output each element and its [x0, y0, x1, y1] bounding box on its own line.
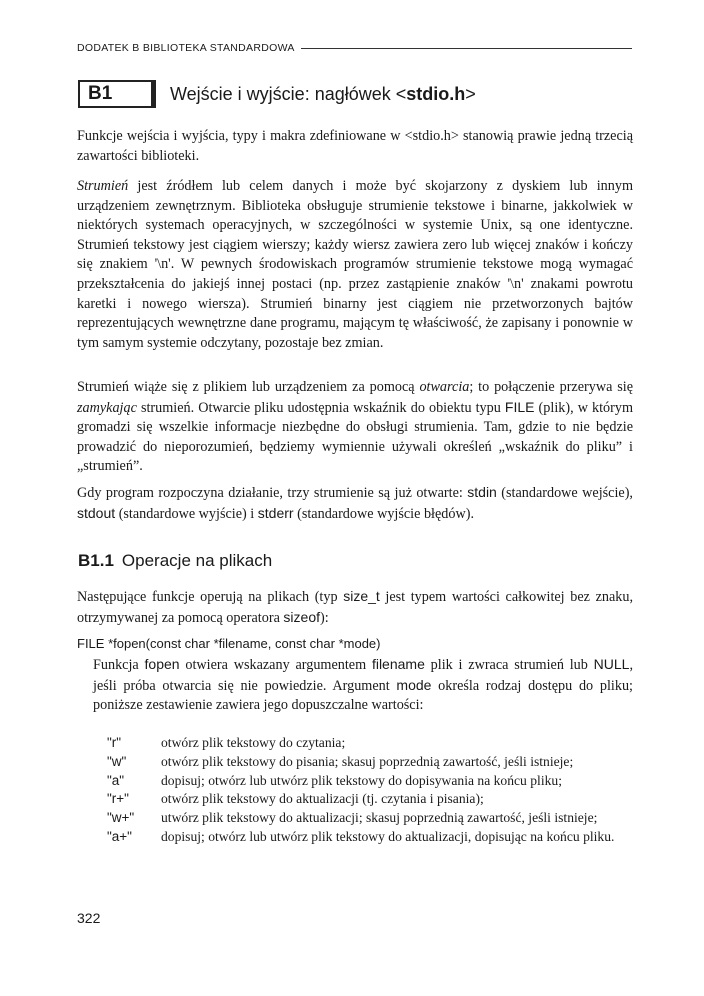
subsection-heading	[78, 551, 272, 571]
code-file: FILE	[504, 398, 535, 415]
page-number: 322	[77, 910, 101, 926]
mode-list	[93, 734, 635, 847]
mode-description: otwórz plik tekstowy do aktualizacji (tj. czytania i pisania);	[161, 791, 484, 807]
mode-key: "r+"	[107, 791, 129, 807]
code-mode: mode	[396, 676, 432, 693]
text-span: ):	[320, 609, 329, 626]
mode-key: "w"	[107, 753, 127, 769]
running-header-title: DODATEK B BIBLIOTEKA STANDARDOWA	[77, 42, 295, 54]
term-close: zamykając	[77, 399, 137, 416]
mode-key: "a+"	[107, 828, 132, 844]
mode-description: dopisuj; otwórz lub utwórz plik tekstowy do dopisywania na końcu pliku;	[161, 772, 562, 788]
section-title-prefix: Wejście i wyjście: nagłówek <	[170, 83, 407, 104]
text-span: otwiera wskazany argumentem	[179, 657, 372, 673]
text-span: ; to połączenie przerywa się	[469, 379, 633, 395]
text-span: strumień. Otwarcie pliku udostępnia wskaźnik do obiektu typu	[136, 399, 505, 416]
text-span: , jeśli próba otwarcia się nie powiedzie. Argument	[93, 657, 633, 694]
subsection-title: Operacje na plikach	[121, 551, 273, 570]
code-sizeof: sizeof	[283, 608, 320, 625]
text-span: (standardowe wyjście błędów).	[293, 505, 475, 522]
mode-description: otwórz plik tekstowy do czytania;	[161, 735, 346, 750]
paragraph-streams	[77, 177, 633, 353]
code-stderr: stderr	[257, 504, 294, 521]
term-stream: Strumień	[77, 178, 129, 194]
text-span: (standardowe wejście),	[496, 485, 633, 501]
paragraph-streams-text: jest źródłem lub celem danych i może być skojarzony z dyskiem lub innym urządzeniem zewnętrznym. Biblioteka obsługuje strumienie tekstowe i binarne, jakkolwiek w niektórych systemach operacyjnych, w szczególności w systemie Unix, są one identyczne. Strumień tekstowy jest ciągiem wierszy; każdy wiersz zawiera zero lub więcej znaków i kończy się znakiem '\n'. W pewnych środowiskach programów strumienie tekstowe mogą wymagać przekształcenia do jakiejś innej postaci (np. przez zastąpienie znaków '\n' znakami powrotu karetki i nowego wiersza). Strumień binarny jest ciągiem nie przetworzonych bajtów reprezentujących wewnętrzne dane programu, mającym tę właściwość, że zapisany i ponownie w tym samym systemie odczytany, pozostaje bez zmian.	[77, 178, 633, 351]
running-header	[77, 40, 632, 56]
text-span: Funkcja	[93, 657, 145, 673]
mode-item	[93, 734, 635, 753]
code-null: NULL	[593, 656, 630, 672]
paragraph-file-ops	[77, 587, 633, 628]
section-label-box	[78, 80, 156, 108]
mode-key: "a"	[107, 772, 125, 788]
section-label: B1	[88, 83, 113, 104]
code-stdin: stdin	[467, 484, 497, 500]
mode-description: dopisuj; otwórz lub utwórz plik tekstowy do aktualizacji, dopisując na końcu pliku.	[161, 828, 615, 844]
paragraph-intro-text: Funkcje wejścia i wyjścia, typy i makra zdefiniowane w <stdio.h> stanowią prawie jedną trzecią zawartości biblioteki.	[77, 128, 633, 164]
mode-item	[93, 790, 635, 809]
mode-item	[93, 828, 635, 847]
text-span: (standardowe wyjście) i	[115, 505, 258, 522]
subsection-number: B1.1	[78, 551, 114, 570]
text-span: Następujące funkcje operują na plikach (typ	[77, 589, 344, 605]
fopen-signature: FILE *fopen(const char *filename, const char *mode)	[77, 636, 381, 651]
mode-description: utwórz plik tekstowy do aktualizacji; skasuj poprzednią zawartość, jeśli istnieje;	[161, 810, 598, 826]
section-title	[170, 84, 476, 105]
section-title-suffix: >	[465, 83, 476, 104]
code-size-t: size_t	[343, 588, 380, 604]
code-stdout: stdout	[77, 504, 116, 521]
text-span: jest typem wartości całkowitej bez znaku, otrzymywanej za pomocą operatora	[77, 589, 633, 626]
paragraph-intro	[77, 127, 633, 166]
header-rule	[301, 48, 632, 49]
text-span: określa rodzaj dostępu do pliku; poniższe zestawienie zawiera jego dopuszczalne wartości:	[93, 677, 633, 714]
fopen-description	[93, 655, 633, 716]
text-span: Gdy program rozpoczyna działanie, trzy strumienie są już otwarte:	[77, 485, 468, 501]
code-filename: filename	[371, 656, 425, 672]
text-span: plik i zwraca strumień lub	[424, 657, 594, 673]
section-heading	[78, 79, 476, 109]
section-title-header: stdio.h	[406, 83, 466, 104]
text-span: Strumień wiąże się z plikiem lub urządzeniem za pomocą	[77, 379, 420, 395]
term-open: otwarcia	[419, 379, 470, 395]
text-span: (plik), w którym gromadzi się wszelkie informacje niezbędne do obsługi strumienia. Tam, gdzie to nie będzie prowadzić do nieporozumień, będziemy wymiennie używali określeń „wskaźnik do pliku” i „strumień”.	[77, 399, 633, 475]
mode-item	[93, 753, 635, 772]
mode-key: "r"	[107, 735, 122, 750]
mode-item	[93, 772, 635, 791]
mode-description: otwórz plik tekstowy do pisania; skasuj poprzednią zawartość, jeśli istnieje;	[161, 753, 574, 769]
paragraph-open	[77, 378, 633, 477]
code-fopen: fopen	[144, 656, 180, 672]
mode-item	[93, 809, 635, 828]
paragraph-std-streams	[77, 483, 633, 524]
mode-key: "w+"	[107, 810, 135, 826]
